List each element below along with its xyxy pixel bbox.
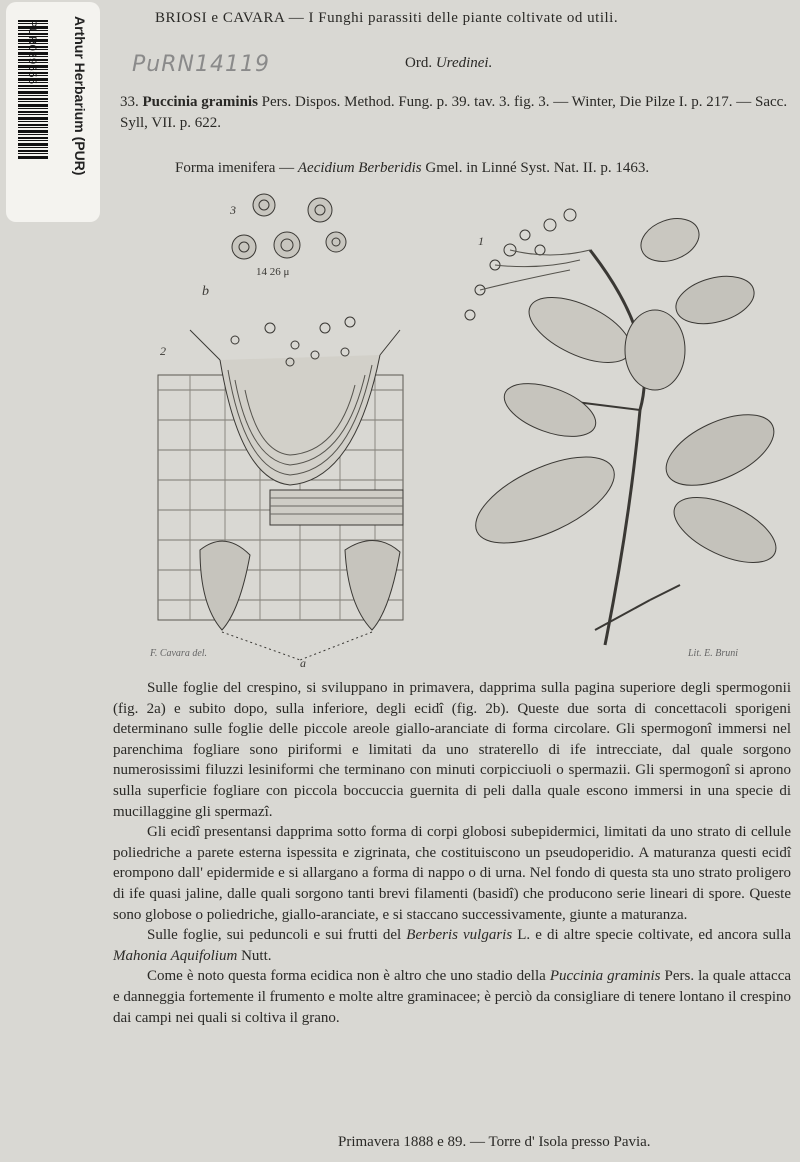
species-name: Puccinia graminis [142, 94, 258, 110]
paragraph-3-part: Sulle foglie, sui peduncoli e sui frutti del [147, 927, 402, 944]
host-species: Mahonia Aquifolium [113, 947, 238, 964]
fig-a-label: a [300, 656, 306, 670]
scale-label: 14 26 μ [256, 266, 290, 278]
paragraph-4 [113, 966, 791, 1028]
botanical-illustration [150, 190, 790, 670]
barcode-label [6, 2, 100, 222]
fig-b-label: b [202, 284, 209, 299]
order-line [405, 55, 492, 72]
page-header: BRIOSI e CAVARA — I Funghi parassiti delle piante coltivate od utili. [155, 10, 619, 26]
collection-note: Primavera 1888 e 89. — Torre d' Isola presso Pavia. [338, 1134, 651, 1150]
handwritten-accession: PuRN14119 [132, 52, 270, 77]
forma-line [175, 160, 649, 177]
order-prefix: Ord. [405, 55, 433, 71]
forma-prefix: Forma imenifera — [175, 160, 295, 176]
host-species: Berberis vulgaris [406, 927, 513, 944]
barcode-id: PUR039655 [26, 20, 38, 85]
species-citation: Pers. Dispos. Method. Fung. p. 39. tav. 3. fig. 3. — Winter, Die Pilze I. p. 217. — Sacc. Syll, VII. p. 622. [120, 94, 788, 131]
paragraph-1: Sulle foglie del crespino, si sviluppano in primavera, dapprima sulla pagina superiore degli spermogonii (fig. 2a) e subito dopo, sulla inferiore, degli ecidî (fig. 2b). Queste due sorta di concettacoli sporigeni determinano sulle foglie delle piccole areole giallo-aranciate di forma circolare. Gli spermogonî immersi nel parenchima fogliare sono piriformi e limitati da uno straterello di ife intrecciate, dal quale sorgono numerosissimi filuzzi lesiniformi che terminano con minuti corpicciuoli o spermazii. Gli spermogonî si aprono sulla superficie fogliare con piccola boccuccia guernita di peli dalla quale escono immersi in una specie di mucillaggine gli spermazî. [113, 680, 791, 820]
fig2-label: 2 [160, 344, 166, 358]
forma-citation: Gmel. in Linné Syst. Nat. II. p. 1463. [425, 160, 650, 176]
entry-number: 33. [120, 94, 139, 110]
cross-section-figure [158, 317, 403, 630]
herbarium-name: Arthur Herbarium (PUR) [72, 16, 88, 176]
species-reference: Puccinia graminis [549, 968, 661, 985]
paragraph-3-part: Nutt. [241, 947, 272, 964]
spores-figure [232, 194, 346, 259]
fig3-label: 3 [230, 203, 236, 217]
paragraph-2: Gli ecidî presentansi dapprima sotto forma di corpi globosi subepidermici, limitati da uno strato di cellule poliedriche a parete esterna ispessita e zigrinata, che costituiscono un pseudoperidio. A maturanza questi ecidî erompono dall' epidermide e si allargano a forma di nappo o di urna. Nel fondo di questa sta uno strato proligero di ife quasi jaline, dalle quali sorgono tanti brevi filamenti (basidî) che producono serie lineari di spore. Queste sono globose o poliedriche, giallo-aranciate, e si staccano successivamente, giunte a maturanza. [113, 824, 791, 923]
barberry-plant-figure [464, 209, 786, 645]
forma-name: Aecidium Berberidis [297, 160, 422, 176]
paragraph-3 [113, 925, 791, 966]
illustrator-credit: F. Cavara del. [150, 648, 208, 659]
lithographer-credit: Lit. E. Bruni [688, 648, 739, 659]
paragraph-4-part: Pers. la quale attacca e danneggia fortemente il frumento e molte altre graminacee; è perciò da consigliare di tenere lontano il crespino dai campi nei quali si coltiva il grano. [113, 968, 792, 1026]
species-entry [120, 92, 796, 134]
fig1-label: 1 [478, 234, 484, 248]
paragraph-3-part: L. e di altre specie coltivate, ed ancora sulla [517, 927, 792, 944]
description-text [113, 678, 791, 1028]
order-name: Uredinei. [435, 55, 493, 71]
paragraph-4-part: Come è noto questa forma ecidica non è altro che uno stadio della [147, 968, 546, 985]
